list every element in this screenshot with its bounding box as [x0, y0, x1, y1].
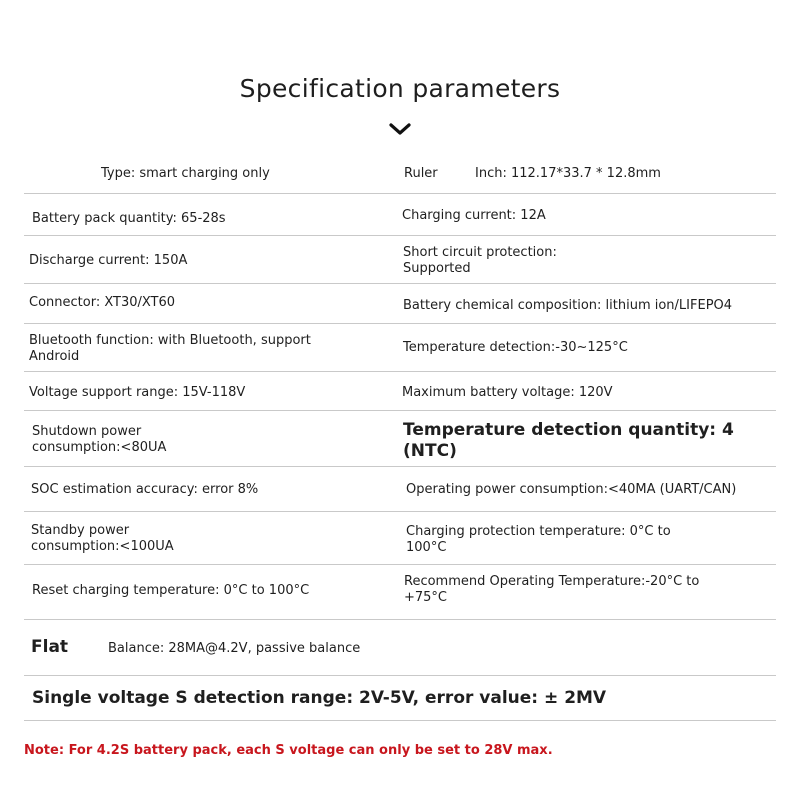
- spec-soc-accuracy: SOC estimation accuracy: error 8%: [31, 482, 259, 497]
- spec-temperature-detection: Temperature detection:-30~125°C: [403, 340, 628, 355]
- spec-discharge-current: Discharge current: 150A: [29, 253, 188, 268]
- spec-flat-label: Flat: [31, 637, 69, 657]
- spec-type: Type: smart charging only: [101, 166, 270, 181]
- spec-balance: Balance: 28MA@4.2V, passive balance: [108, 641, 361, 656]
- spec-bluetooth: Bluetooth function: with Bluetooth, support Android: [29, 333, 311, 364]
- page-title: Specification parameters: [239, 74, 561, 103]
- spec-voltage-range: Voltage support range: 15V-118V: [29, 385, 246, 400]
- spec-ruler-label: Ruler: [404, 166, 438, 181]
- spec-ruler-value: Inch: 112.17*33.7 * 12.8mm: [475, 166, 661, 181]
- spec-reset-charging-temp: Reset charging temperature: 0°C to 100°C: [32, 583, 310, 598]
- spec-operating-power: Operating power consumption:<40MA (UART/CAN): [406, 482, 737, 497]
- warning-note: Note: For 4.2S battery pack, each S voltage can only be set to 28V max.: [24, 743, 553, 758]
- spec-temperature-quantity: Temperature detection quantity: 4 (NTC): [403, 420, 734, 461]
- spec-charging-current: Charging current: 12A: [402, 208, 546, 223]
- spec-battery-pack-quantity: Battery pack quantity: 65-28s: [32, 211, 226, 226]
- spec-short-circuit: Short circuit protection: Supported: [403, 245, 557, 276]
- chevron-down-icon: [389, 122, 411, 136]
- spec-shutdown-power: Shutdown power consumption:<80UA: [32, 424, 167, 455]
- spec-operating-temp: Recommend Operating Temperature:-20°C to +75°C: [404, 574, 700, 605]
- spec-charging-protection-temp: Charging protection temperature: 0°C to 100°C: [406, 524, 671, 555]
- spec-standby-power: Standby power consumption:<100UA: [31, 523, 174, 554]
- spec-max-voltage: Maximum battery voltage: 120V: [402, 385, 613, 400]
- spec-single-voltage-range: Single voltage S detection range: 2V-5V, error value: ± 2MV: [32, 688, 607, 708]
- spec-chemical-composition: Battery chemical composition: lithium ion/LIFEPO4: [403, 298, 733, 313]
- spec-connector: Connector: XT30/XT60: [29, 295, 176, 310]
